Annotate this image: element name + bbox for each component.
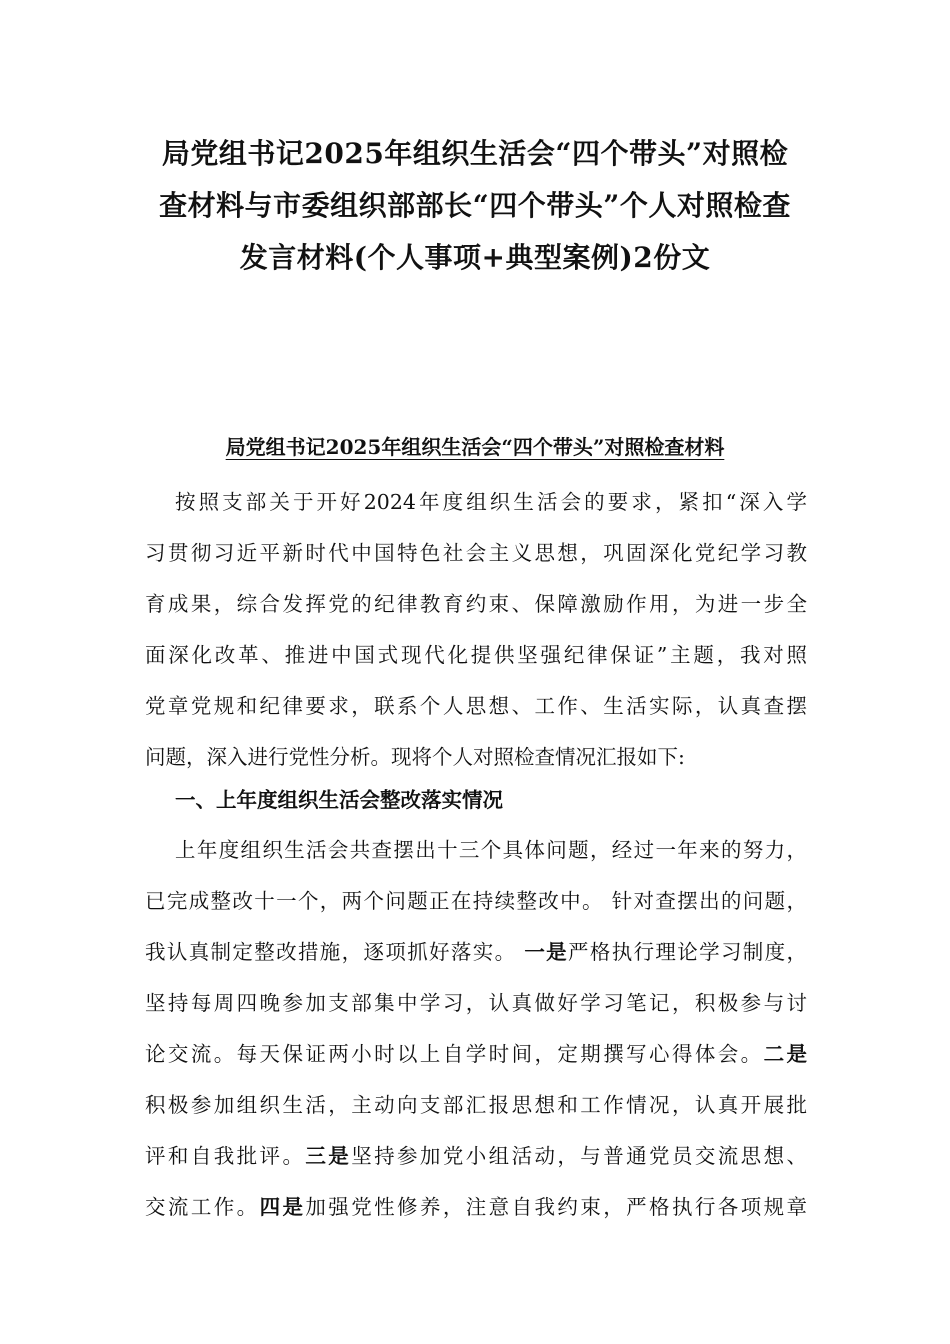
rectification-paragraph — [145, 825, 807, 1233]
bold-marker: 三是 — [305, 1144, 352, 1168]
text-line: 按照支部关于开好2024年度组织生活会的要求，紧扣“深入学 — [175, 490, 807, 514]
text-run: 我认真制定整改措施，逐项抓好落实。 — [145, 940, 525, 964]
text-line: 党章党规和纪律要求，联系个人思想、工作、生活实际，认真查摆 — [145, 694, 807, 718]
text-line: 积极参加组织生活，主动向支部汇报思想和工作情况，认真开展批 — [145, 1093, 807, 1117]
text-run: 坚持参加党小组活动，与普通党员交流思想、 — [351, 1144, 808, 1168]
text-line — [145, 927, 807, 978]
text-run: 加强党性修养，注意自我约束，严格执行各项规章 — [305, 1195, 808, 1219]
intro-paragraph — [145, 477, 807, 783]
document-title-line: 发言材料(个人事项+典型案例)2份文 — [239, 241, 711, 274]
text-line: 习贯彻习近平新时代中国特色社会主义思想，巩固深化党纪学习教 — [145, 541, 807, 565]
section-title — [100, 430, 850, 464]
document-title — [100, 128, 850, 284]
section-title-text: 局党组书记2025年组织生活会“四个带头”对照检查材料 — [225, 435, 725, 459]
text-line: 面深化改革、推进中国式现代化提供坚强纪律保证”主题，我对照 — [145, 643, 807, 667]
text-run: 交流工作。 — [145, 1195, 260, 1219]
text-run: 评和自我批评。 — [145, 1144, 306, 1168]
text-line: 已完成整改十一个，两个问题正在持续整改中。 针对查摆出的问题， — [145, 889, 807, 913]
text-line — [145, 1131, 807, 1182]
bold-marker: 一是 — [524, 940, 569, 964]
text-run: 严格执行理论学习制度， — [568, 940, 808, 964]
bold-marker: 四是 — [259, 1195, 306, 1219]
document-title-line: 查材料与市委组织部部长“四个带头”个人对照检查 — [159, 189, 791, 222]
text-line: 问题，深入进行党性分析。现将个人对照检查情况汇报如下: — [145, 745, 685, 769]
text-run: 论交流。每天保证两小时以上自学时间，定期撰写心得体会。 — [145, 1042, 764, 1066]
text-line: 上年度组织生活会共查摆出十三个具体问题，经过一年来的努力， — [175, 838, 807, 862]
text-line — [145, 1182, 807, 1233]
bold-marker: 二是 — [763, 1042, 808, 1066]
text-line: 育成果，综合发挥党的纪律教育约束、保障激励作用，为进一步全 — [145, 592, 807, 616]
document-title-line: 局党组书记2025年组织生活会“四个带头”对照检 — [161, 137, 789, 170]
text-line — [145, 1029, 807, 1080]
heading-rectification-status: 一、上年度组织生活会整改落实情况 — [175, 788, 503, 812]
text-line: 坚持每周四晚参加支部集中学习，认真做好学习笔记，积极参与讨 — [145, 991, 807, 1015]
